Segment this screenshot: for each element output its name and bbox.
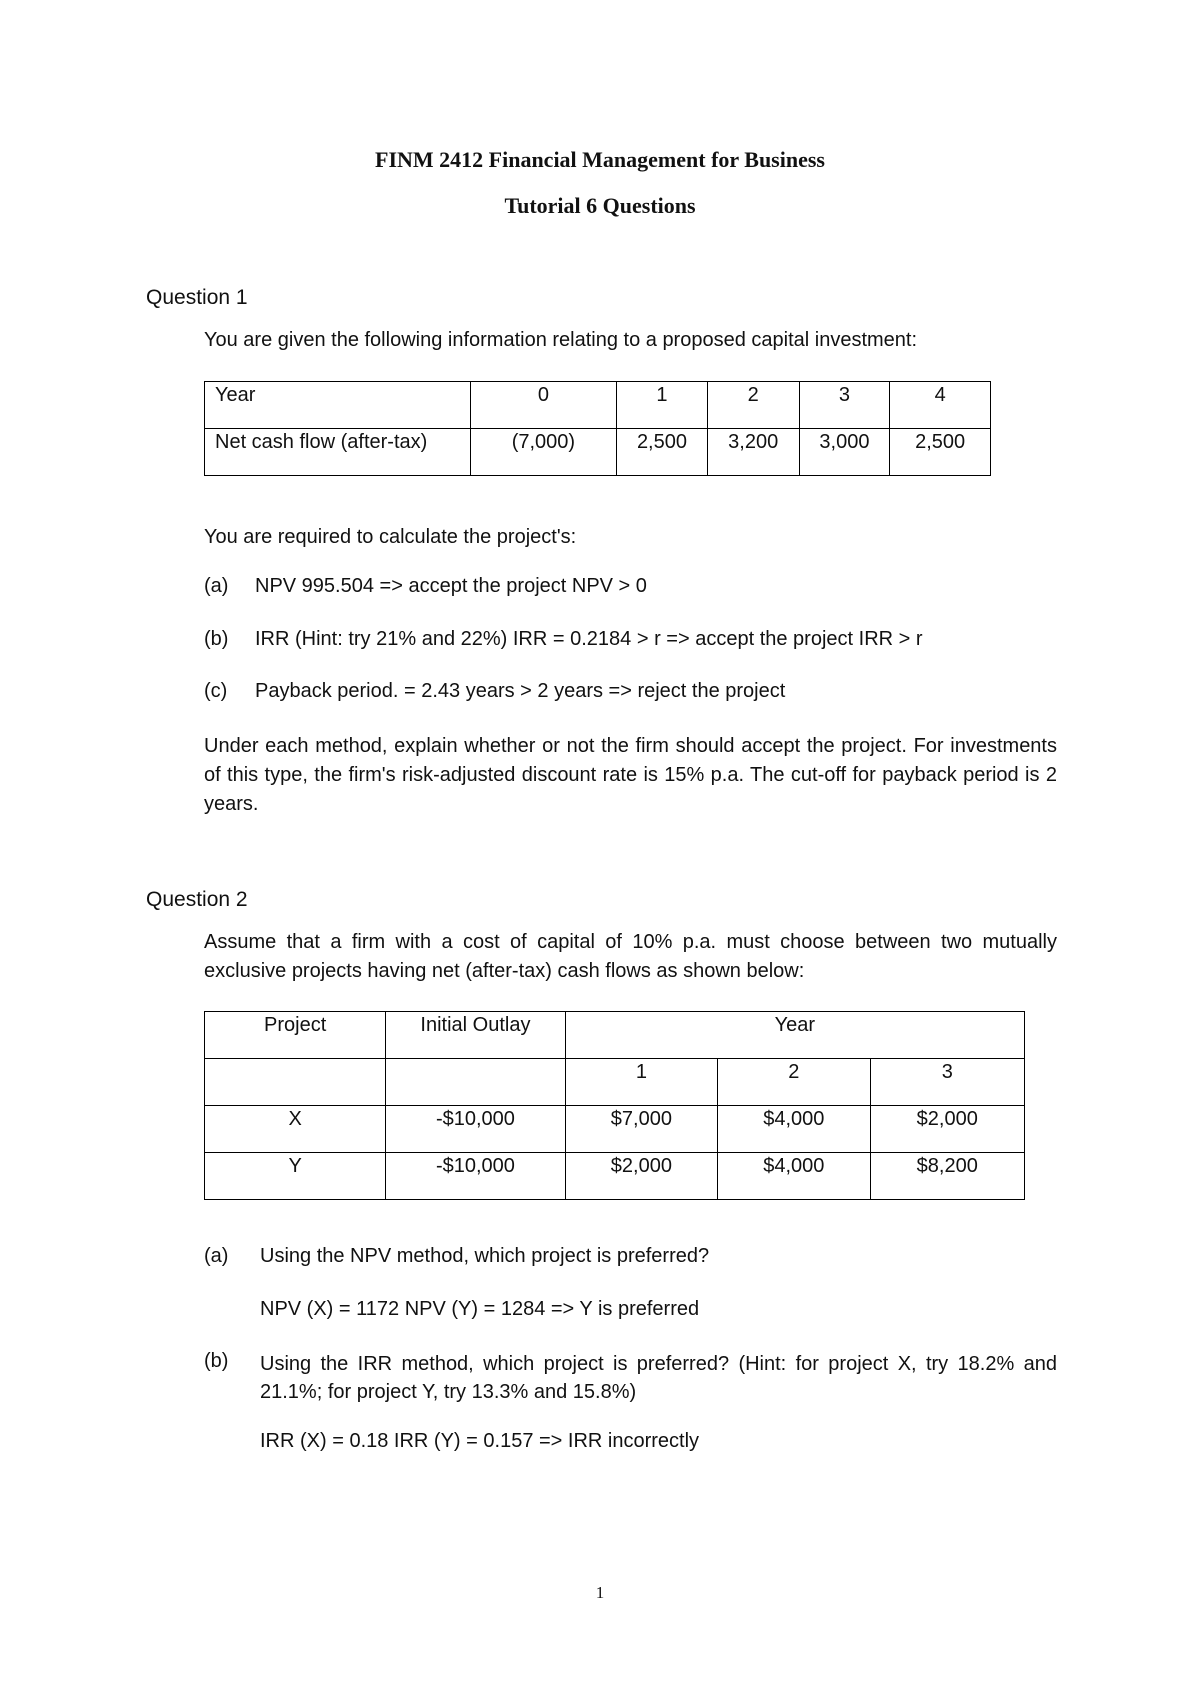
table-cell: $7,000	[565, 1106, 717, 1153]
part-label: (b)	[204, 1350, 229, 1372]
q2-part-a-answer: NPV (X) = 1172 NPV (Y) = 1284 => Y is preferred	[260, 1298, 700, 1320]
part-text: Payback period. = 2.43 years > 2 years => reject the project	[255, 680, 786, 702]
question-2-heading: Question 2	[146, 888, 248, 911]
table-cell: 4	[890, 382, 991, 429]
table-cell: $4,000	[718, 1153, 870, 1200]
table-cell: 3	[870, 1059, 1024, 1106]
table-cell: 2	[718, 1059, 870, 1106]
part-label: (a)	[204, 1245, 229, 1267]
table-cell: 2	[707, 382, 799, 429]
table-cell: 3,000	[799, 429, 890, 476]
table-row	[205, 1059, 1025, 1106]
part-text: IRR (Hint: try 21% and 22%) IRR = 0.2184 > r => accept the project IRR > r	[255, 628, 923, 650]
question-1-heading: Question 1	[146, 286, 248, 309]
table-cell: Y	[205, 1153, 386, 1200]
table-cell: Project	[205, 1012, 386, 1059]
part-label: (b)	[204, 628, 229, 650]
part-label: (c)	[204, 680, 228, 702]
q1-intro: You are given the following information relating to a proposed capital investment:	[204, 329, 918, 351]
part-text: NPV 995.504 => accept the project NPV > 0	[255, 575, 647, 597]
q1-cash-flow-table	[204, 381, 991, 476]
table-row	[205, 1153, 1025, 1200]
table-cell: $2,000	[870, 1106, 1024, 1153]
table-cell: 1	[617, 382, 708, 429]
part-label: (a)	[204, 575, 229, 597]
table-cell: (7,000)	[470, 429, 616, 476]
table-cell: 3,200	[707, 429, 799, 476]
q2-part-b-answer: IRR (X) = 0.18 IRR (Y) = 0.157 => IRR incorrectly	[260, 1430, 700, 1452]
table-cell: Net cash flow (after-tax)	[205, 429, 471, 476]
table-cell: X	[205, 1106, 386, 1153]
part-question: Using the IRR method, which project is preferred? (Hint: for project X, try 18.2% and 21.1%; for project Y, try 13.3% and 15.8%)	[260, 1353, 1057, 1403]
table-cell: -$10,000	[386, 1153, 565, 1200]
q2-projects-table	[204, 1011, 1025, 1200]
course-title: FINM 2412 Financial Management for Business	[375, 147, 825, 172]
q1-explain: Under each method, explain whether or not the firm should accept the project. For investments of this type, the firm's risk-adjusted discount rate is 15% p.a. The cut-off for payback period is 2 years.	[204, 735, 1057, 815]
table-row	[205, 429, 991, 476]
page-number: 1	[595, 1583, 605, 1602]
table-cell: $8,200	[870, 1153, 1024, 1200]
table-cell: -$10,000	[386, 1106, 565, 1153]
part-question: Using the NPV method, which project is preferred?	[260, 1245, 710, 1267]
table-row	[205, 1106, 1025, 1153]
q1-required: You are required to calculate the project's:	[204, 526, 577, 548]
q2-intro: Assume that a firm with a cost of capital of 10% p.a. must choose between two mutually exclusive projects having net (after-tax) cash flows as shown below:	[204, 931, 1057, 982]
table-row	[205, 1012, 1025, 1059]
table-cell: Year	[205, 382, 471, 429]
table-cell: 1	[565, 1059, 717, 1106]
table-cell: Initial Outlay	[386, 1012, 565, 1059]
table-cell: 0	[470, 382, 616, 429]
table-cell: 3	[799, 382, 890, 429]
table-cell: 2,500	[617, 429, 708, 476]
table-cell: 2,500	[890, 429, 991, 476]
table-cell: Year	[565, 1012, 1024, 1059]
table-cell: $2,000	[565, 1153, 717, 1200]
table-cell	[205, 1059, 386, 1106]
tutorial-title: Tutorial 6 Questions	[504, 193, 696, 218]
table-row	[205, 382, 991, 429]
table-cell: $4,000	[718, 1106, 870, 1153]
table-cell	[386, 1059, 565, 1106]
